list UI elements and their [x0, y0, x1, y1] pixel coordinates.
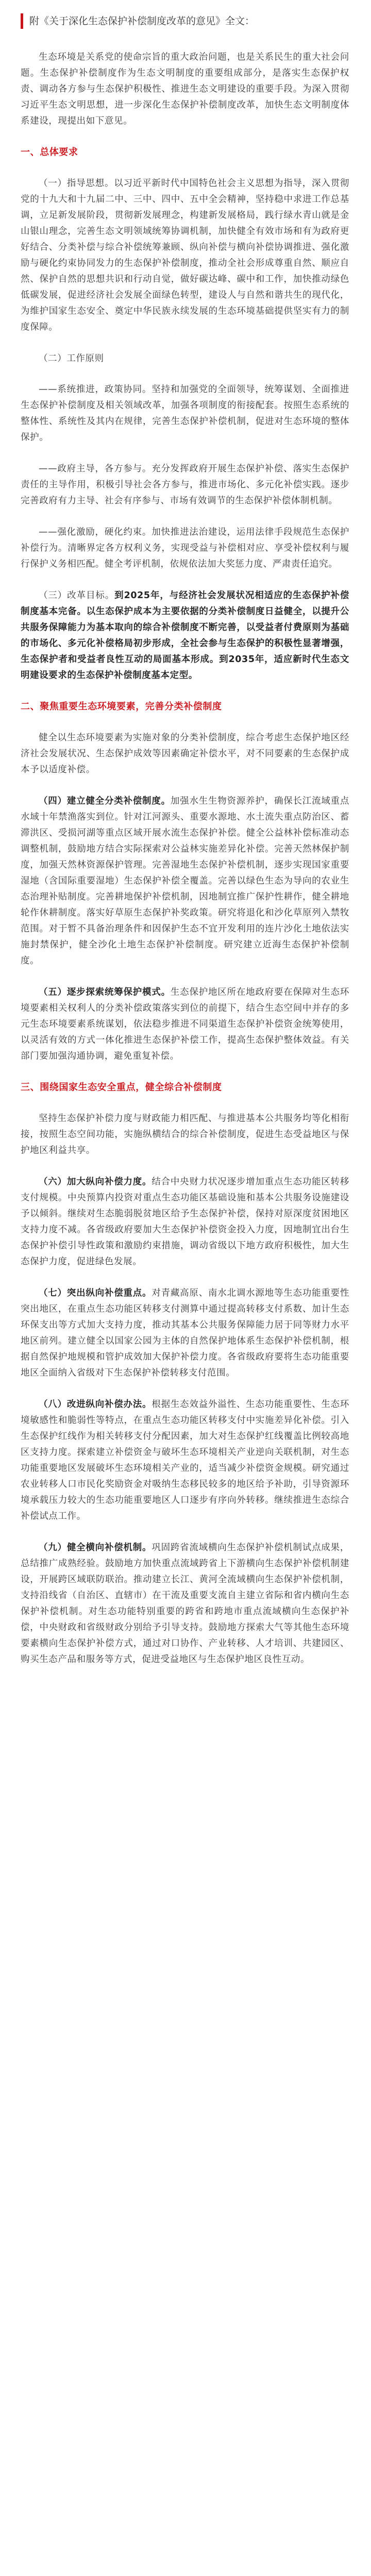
paragraph: ——政府主导，各方参与。充分发挥政府开展生态保护补偿、落实生态保护责任的主导作用，积极引导社会各方参与，推进市场化、多元化补偿实践。逐步完善政府有力主导、社会有序参与、市场有效调节的生态保护补偿体制机制。	[21, 464, 349, 506]
paragraph: （九）健全横向补偿机制。巩固跨省流域横向生态保护补偿机制试点成果，总结推广成熟经验。鼓励地方加快重点流域跨省上下游横向生态保护补偿机制建设，开展跨区域联防联治。推动建立长江、黄河全流域横向生态保护补偿机制，支持沿线省（自治区、直辖市）在干流及重要支流自主建立省际和省内横向生态保护补偿机制。对生态功能特别重要的跨省和跨地市重点流域横向生态保护补偿，中央财政和省级财政分别给予引导支持。鼓励地方探索大气等其他生态环境要素横向生态保护补偿方式，通过对口协作、产业转移、人才培训、共建园区、购买生态产品和服务等方式，促进受益地区与生态保护地区良性互动。	[21, 1543, 349, 1665]
paragraph: （四）建立健全分类补偿制度。加强水生生物资源养护，确保长江流域重点水域十年禁渔落实到位。针对江河源头、重要水源地、水土流失重点防治区、蓄滞洪区、受损河湖等重点区域开展水流生态保护补偿。健全公益林补偿标准动态调整机制，鼓励地方结合实际探索对公益林实施差异化补偿。完善天然林保护制度，加强天然林资源保护管理。完善湿地生态保护补偿机制，逐步实现国家重要湿地（含国际重要湿地）生态保护补偿全覆盖。完善以绿色生态为导向的农业生态治理补贴制度。完善耕地保护补偿机制，因地制宜推广保护性耕作，健全耕地轮作休耕制度。落实好草原生态保护补奖政策。研究将退化和沙化草原列入禁牧范围。对于暂不具备治理条件和因保护生态不宜开发利用的连片沙化土地依法实施封禁保护，健全沙化土地生态保护补偿制度。研究建立近海生态保护补偿制度。	[21, 796, 349, 966]
paragraph: （六）加大纵向补偿力度。结合中央财力状况逐步增加重点生态功能区转移支付规模。中央预算内投资对重点生态功能区基础设施和基本公共服务设施建设予以倾斜。继续对生态脆弱脱贫地区给予生态保护补偿，保持对原深度贫困地区支持力度不减。各省级政府要加大生态保护补偿资金投入力度，因地制宜出台生态保护补偿引导性政策和激励约束措施，调动省级以下地方政府积极性，加大生态保护力度，促进绿色发展。	[21, 1177, 349, 1267]
paragraph: ——系统推进，政策协同。坚持和加强党的全面领导，统筹谋划、全面推进生态保护补偿制度及相关领域改革，加强各项制度的衔接配套。按照生态系统的整体性、系统性及其内在规律，完善生态保护补偿机制，促进对生态环境的整体保护。	[21, 384, 349, 443]
article-header	[21, 13, 349, 29]
accent-bar	[21, 13, 23, 29]
paragraph: 坚持生态保护补偿力度与财政能力相匹配、与推进基本公共服务均等化相衔接，按照生态空间功能，实施纵横结合的综合补偿制度，促进生态受益地区与保护地区利益共享。	[21, 1113, 349, 1156]
article-body	[21, 49, 349, 1668]
paragraph-block	[21, 461, 349, 509]
paragraph: 生态环境是关系党的使命宗旨的重大政治问题，也是关系民生的重大社会问题。生态保护补偿制度作为生态文明制度的重要组成部分，是落实生态保护权责、调动各方参与生态保护积极性、推进生态文明建设的重要手段。为深入贯彻习近平生态文明思想，进一步深化生态保护补偿制度改革，加快生态文明制度体系建设，现提出如下意见。	[21, 52, 349, 126]
section-heading: 二、聚焦重要生态环境要素，完善分类补偿制度	[21, 701, 222, 712]
paragraph-block	[21, 730, 349, 778]
paragraph-block	[21, 1174, 349, 1270]
paragraph: （八）改进纵向补偿办法。根据生态效益外溢性、生态功能重要性、生态环境敏感性和脆弱性等特点，在重点生态功能区转移支付中实施差异化补偿。引入生态保护红线作为相关转移支付分配因素，加大对生态保护红线覆盖比例较高地区支持力度。探索建立补偿资金与破坏生态环境相关产业逆向关联机制，对生态功能重要地区发展破坏生态环境相关产业的，适当减少补偿资金规模。研究通过农业转移人口市民化奖励资金对吸纳生态移民较多的地区给予补助，引导资源环境承载压力较大的生态功能重要地区人口逐步有序向外转移。继续推进生态综合补偿试点工作。	[21, 1399, 349, 1521]
paragraph: （一）指导思想。以习近平新时代中国特色社会主义思想为指导，深入贯彻党的十九大和十九届二中、三中、四中、五中全会精神，坚持稳中求进工作总基调，立足新发展阶段，贯彻新发展理念，构建新发展格局，践行绿水青山就是金山银山理念，完善生态文明领域统筹协调机制，加快健全有效市场和有为政府更好结合、分类补偿与综合补偿统筹兼顾、纵向补偿与横向补偿协调推进、强化激励与硬化约束协同发力的生态保护补偿制度，推动全社会形成尊重自然、顺应自然、保护自然的思想共识和行动自觉，做好碳达峰、碳中和工作，加快推动绿色低碳发展，促进经济社会发展全面绿色转型，建设人与自然和谐共生的现代化，为维护国家生态安全、奠定中华民族永续发展的生态环境基础提供坚实有力的制度保障。	[21, 178, 349, 332]
paragraph-block	[21, 1111, 349, 1159]
section-heading: 一、总体要求	[21, 147, 78, 158]
paragraph-block	[21, 985, 349, 1064]
article-title: 附《关于深化生态保护补偿制度改革的意见》全文：	[29, 15, 255, 27]
paragraph-block	[21, 588, 349, 684]
paragraph: （五）逐步探索统筹保护模式。生态保护地区所在地政府要在保障对生态环境要素相关权利人的分类补偿政策落实到位的前提下，结合生态空间中并存的多元生态环境要素系统谋划，依法稳步推进不同渠道生态保护补偿资金统筹使用，以灵活有效的方式一体化推进生态保护补偿工作，提高生态保护整体效益。有关部门要加强沟通协调，避免重复补偿。	[21, 987, 349, 1061]
paragraph-block	[21, 1285, 349, 1381]
paragraph-block	[21, 176, 349, 335]
paragraph: ——强化激励，硬化约束。加快推进法治建设，运用法律手段规范生态保护补偿行为。清晰界定各方权利义务，实现受益与补偿相对应、享受补偿权利与履行保护义务相匹配。健全考评机制，依规依法加大奖惩力度、严肃责任追究。	[21, 527, 349, 569]
paragraph-block	[21, 793, 349, 969]
paragraph-block	[21, 1397, 349, 1524]
subsection-heading: （二）工作原则	[39, 353, 104, 364]
paragraph-block	[21, 1540, 349, 1668]
section-heading: 三、围绕国家生态安全重点，健全综合补偿制度	[21, 1082, 222, 1093]
paragraph: 健全以生态环境要素为实施对象的分类补偿制度，综合考虑生态保护地区经济社会发展状况、生态保护成效等因素确定补偿水平，对不同要素的生态保护成本予以适度补偿。	[21, 733, 349, 775]
paragraph-block	[21, 49, 349, 129]
paragraph: （三）改革目标。到2025年，与经济社会发展状况相适应的生态保护补偿制度基本完备。以生态保护成本为主要依据的分类补偿制度日益健全，以提升公共服务保障能力为基本取向的综合补偿制度不断完善，以受益者付费原则为基础的市场化、多元化补偿格局初步形成，全社会参与生态保护的积极性显著增强，生态保护者和受益者良性互动的局面基本形成。到2035年，适应新时代生态文明建设要求的生态保护补偿制度基本定型。	[21, 590, 349, 681]
paragraph-block	[21, 382, 349, 446]
paragraph: （七）突出纵向补偿重点。对青藏高原、南水北调水源地等生态功能重要性突出地区，在重点生态功能区转移支付测算中通过提高转移支付系数、加计生态环保支出等方式加大支持力度，推动其基本公共服务保障能力居于同等财力水平地区前列。建立健全以国家公园为主体的自然保护地体系生态保护补偿机制，根据自然保护地规模和管护成效加大保护补偿力度。各省级政府要将生态功能重要地区全面纳入省级对下生态保护补偿转移支付范围。	[21, 1288, 349, 1378]
paragraph-block	[21, 524, 349, 572]
